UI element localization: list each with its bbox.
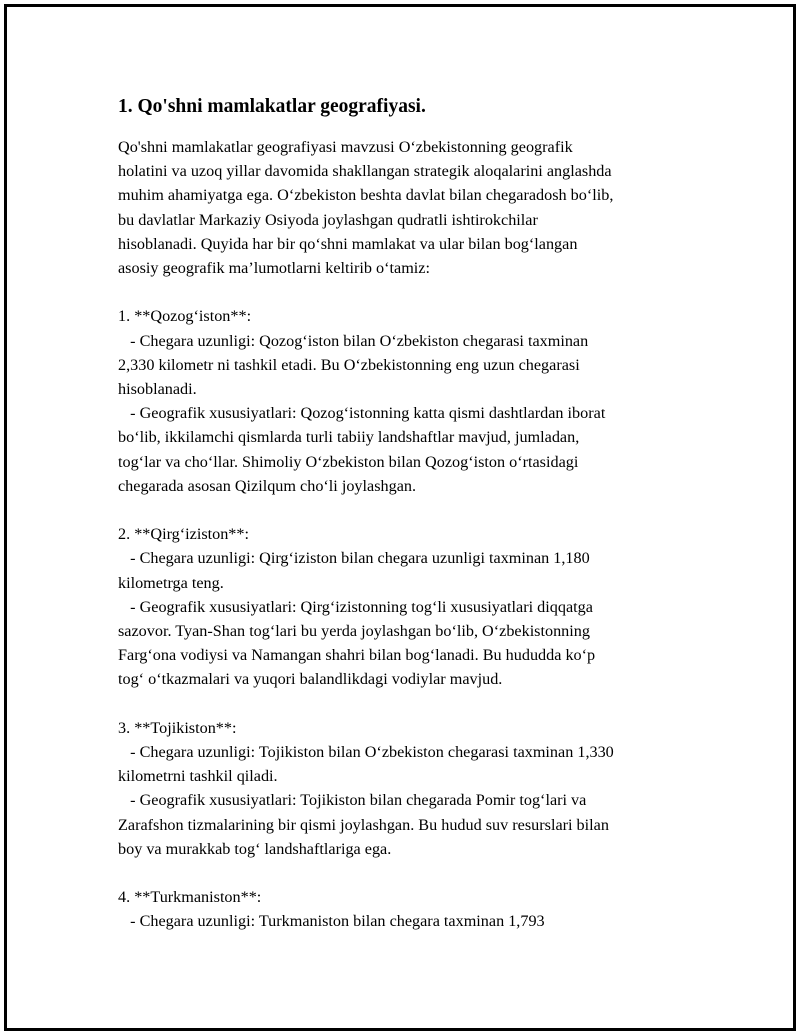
document-title: 1. Qo'shni mamlakatlar geografiyasi. xyxy=(118,96,426,117)
border-length-item: - Chegara uzunligi: Qirg‘iziston bilan chegara uzunligi taxminan 1,180 kilometrga teng. xyxy=(118,549,590,592)
paragraph-gap xyxy=(118,861,690,885)
paragraph-gap xyxy=(118,692,690,716)
document-body xyxy=(118,93,690,934)
section-heading: 1. **Qozog‘iston**: xyxy=(118,307,252,326)
section-turkmenistan xyxy=(118,885,690,933)
section-heading: 2. **Qirg‘iziston**: xyxy=(118,525,249,544)
section-kyrgyzstan xyxy=(118,522,690,691)
paragraph-gap xyxy=(118,280,690,304)
geography-item: - Geografik xususiyatlari: Qozog‘istonning katta qismi dashtlardan iborat bo‘lib, ikkilamchi qismlarda turli tabiiy landshaftlar mavjud, jumladan, tog‘lar va cho‘llar. Shimoliy O‘zbekiston bilan Qozog‘iston o‘rtasidagi chegarada asosan Qizilqum cho‘li joylashgan. xyxy=(118,404,606,495)
section-tajikistan xyxy=(118,716,690,861)
section-kazakhstan xyxy=(118,304,690,498)
intro-paragraph: Qo'shni mamlakatlar geografiyasi mavzusi O‘zbekistonning geografik holatini va uzoq yillar davomida shakllangan strategik aloqalarini anglashda muhim ahamiyatga ega. O‘zbekiston beshta davlat bilan chegaradosh bo‘lib, bu davlatlar Markaziy Osiyoda joylashgan qudratli ishtirokchilar hisoblanadi. Quyida har bir qo‘shni mamlakat va ular bilan bog‘langan asosiy geografik ma’lumotlarni keltirib o‘tamiz: xyxy=(118,138,614,278)
geography-item: - Geografik xususiyatlari: Qirg‘izistonning tog‘li xususiyatlari diqqatga sazovor. Tyan-Shan tog‘lari bu yerda joylashgan bo‘lib, O‘zbekistonning Farg‘ona vodiysi va Namangan shahri bilan bog‘lanadi. Bu hududda ko‘p tog‘ o‘tkazmalari va yuqori balandlikdagi vodiylar mavjud. xyxy=(118,597,596,689)
border-length-item: - Chegara uzunligi: Turkmaniston bilan chegara taxminan 1,793 xyxy=(118,912,545,931)
paragraph-gap xyxy=(118,498,690,522)
geography-item: - Geografik xususiyatlari: Tojikiston bilan chegarada Pomir tog‘lari va Zarafshon tizmalarining bir qismi joylashgan. Bu hudud suv resurslari bilan boy va murakkab tog‘ landshaftlariga ega. xyxy=(118,791,609,858)
section-heading: 3. **Tojikiston**: xyxy=(118,718,237,737)
border-length-item: - Chegara uzunligi: Qozog‘iston bilan O‘zbekiston chegarasi taxminan 2,330 kilometr ni tashkil etadi. Bu O‘zbekistonning eng uzun chegarasi hisoblanadi. xyxy=(118,331,589,399)
border-length-item: - Chegara uzunligi: Tojikiston bilan O‘zbekiston chegarasi taxminan 1,330 kilometrni tashkil qiladi. xyxy=(118,743,614,786)
section-heading: 4. **Turkmaniston**: xyxy=(118,888,262,907)
